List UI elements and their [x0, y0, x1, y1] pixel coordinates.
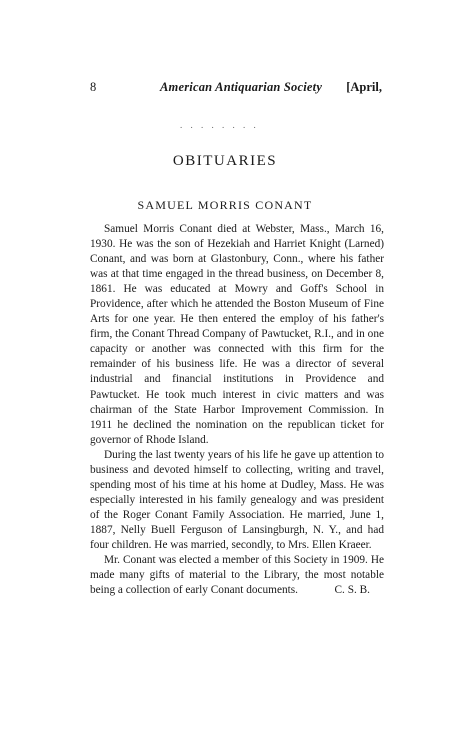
page-number: 8 [90, 80, 97, 94]
paragraph-3-text: Mr. Conant was elected a member of this Society in 1909. He made many gifts of material to the Library, the most notable being a collection of early Conant documents. [90, 554, 384, 597]
paragraph-1: Samuel Morris Conant died at Webster, Mass., March 16, 1930. He was the son of Hezekiah and Harriet Knight (Larned) Conant, and was born at Glastonbury, Conn., where his father was at that time engaged in the thread business, on December 8, 1861. He was educated at Mowry and Goff's School in Providence, after which he attended the Boston Museum of Fine Arts for one year. He then entered the employ of his father's firm, the Conant Thread Company of Pawtucket, R.I., and in one capacity or another was connected with this firm for the remainder of his business life. He was a director of several industrial and financial institutions in Providence and Pawtucket. He took much interest in civic matters and was chairman of the State Harbor Improvement Commission. In 1911 he declined the nomination on the republican ticket for governor of Rhode Island. [90, 223, 384, 446]
issue-label: [April, [346, 80, 382, 94]
ornament: . . . . . . . . [180, 120, 259, 130]
obituary-body [90, 222, 384, 598]
author-initials: C. S. B. [334, 584, 370, 597]
section-heading: OBITUARIES [172, 153, 278, 169]
obituary-name-heading: SAMUEL MORRIS CONANT [137, 198, 313, 212]
running-head [90, 80, 382, 100]
journal-title: American Antiquarian Society [160, 80, 323, 94]
paragraph-3 [90, 553, 384, 598]
paragraph-2: During the last twenty years of his life he gave up attention to business and devoted himself to collecting, writing and travel, spending most of his time at his home at Dudley, Mass. He was especially interested in his family genealogy and was president of the Roger Conant Family Association. He married, June 1, 1887, Nelly Buell Ferguson of Lansingburgh, N. Y., and had four children. He was married, secondly, to Mrs. Ellen Kraeer. [90, 448, 384, 551]
